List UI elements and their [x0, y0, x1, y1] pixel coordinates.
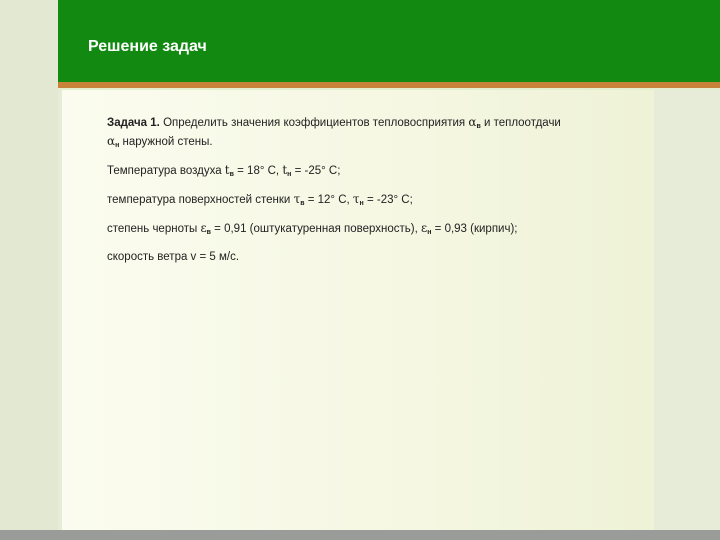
task-statement: Задача 1. Определить значения коэффициентов тепловосприятия αв и теплоотдачи αн наружной стены. — [107, 115, 561, 149]
wind-speed-line: скорость ветра v = 5 м/с. — [107, 251, 240, 263]
slide-title: Решение задач — [88, 38, 207, 55]
right-decor-strip — [654, 90, 720, 530]
task-label: Задача 1. — [107, 117, 160, 129]
surface-temperature-line: температура поверхностей стенки τв = 12° С, τн = -23° С; — [107, 192, 413, 207]
air-temperature-line: Температура воздуха tв = 18° С, tн = -25° С; — [107, 163, 341, 178]
left-decor-strip — [0, 0, 58, 540]
title-bar — [58, 0, 720, 82]
bottom-bar — [0, 530, 720, 540]
task-text — [107, 114, 647, 275]
emissivity-line: степень черноты εв = 0,91 (оштукатуренная поверхность), εн = 0,93 (кирпич); — [107, 221, 518, 236]
